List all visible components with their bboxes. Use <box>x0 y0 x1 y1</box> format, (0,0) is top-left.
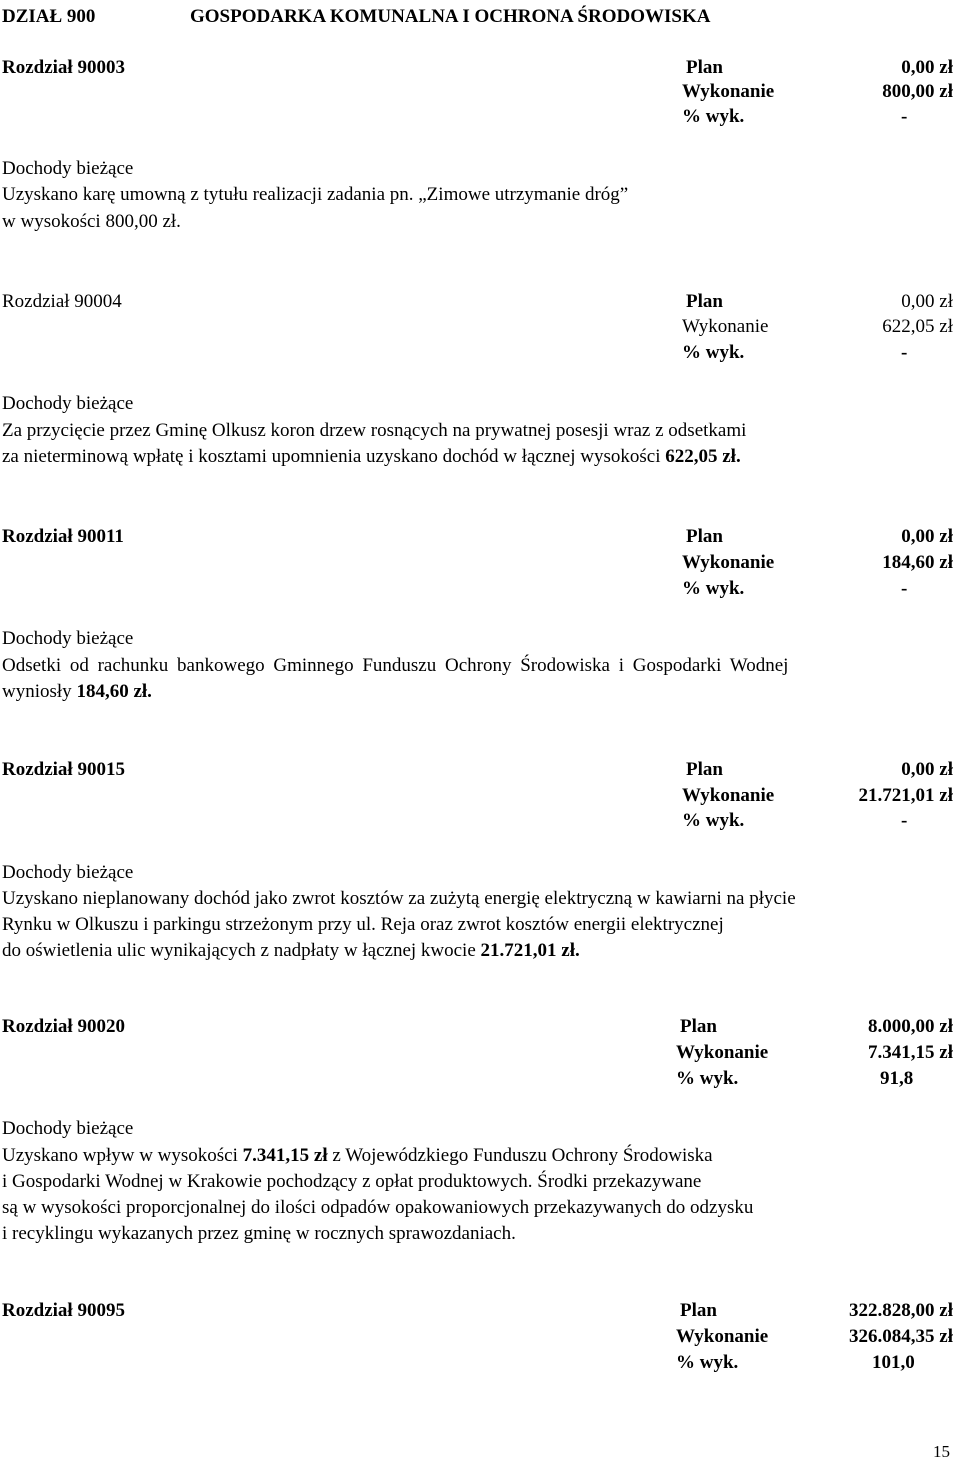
pct-label: % wyk. <box>682 106 745 127</box>
text-segment: za nieterminową wpłatę i kosztami upomnienia uzyskano dochód w łącznej wysokości <box>2 446 666 467</box>
section-text-3 <box>2 940 580 962</box>
pct-label: % wyk. <box>676 1068 739 1089</box>
subheading-dochody: Dochody bieżące <box>2 1118 134 1139</box>
section-text-2: Rynku w Olkuszu i parkingu strzeżonym przy ul. Reja oraz zwrot kosztów energii elektrycznej <box>2 914 724 935</box>
section-text: Odsetki od rachunku bankowego Gminnego Funduszu Ochrony Środowiska i Gospodarki Wodnej <box>2 655 789 676</box>
wykonanie-value: 326.084,35 zł <box>849 1326 953 1347</box>
plan-value: 0,00 zł <box>901 291 953 312</box>
section-heading: Rozdział 90004 <box>2 291 122 312</box>
section-heading: Rozdział 90095 <box>2 1300 125 1321</box>
section-heading: Rozdział 90011 <box>2 526 124 547</box>
pct-value: - <box>901 578 908 599</box>
amount: 184,60 zł. <box>76 681 152 702</box>
amount: 7.341,15 zł <box>242 1145 328 1166</box>
section-text-4: i recyklingu wykazanych przez gminę w rocznych sprawozdaniach. <box>2 1223 516 1244</box>
subheading-dochody: Dochody bieżące <box>2 158 134 179</box>
wykonanie-label: Wykonanie <box>682 552 775 573</box>
wykonanie-value: 21.721,01 zł <box>858 785 953 806</box>
wykonanie-value: 184,60 zł <box>882 552 953 573</box>
section-heading: Rozdział 90015 <box>2 759 125 780</box>
wykonanie-label: Wykonanie <box>676 1326 769 1347</box>
dzial-title: GOSPODARKA KOMUNALNA I OCHRONA ŚRODOWISKA <box>190 6 711 27</box>
pct-label: % wyk. <box>682 578 745 599</box>
section-text-2: i Gospodarki Wodnej w Krakowie pochodzący z opłat produktowych. Środki przekazywane <box>2 1171 702 1192</box>
subheading-dochody: Dochody bieżące <box>2 628 134 649</box>
section-text-2 <box>2 681 152 703</box>
pct-label: % wyk. <box>682 810 745 831</box>
amount: 622,05 zł. <box>665 446 741 467</box>
plan-label: Plan <box>686 291 723 312</box>
wykonanie-label: Wykonanie <box>682 81 775 102</box>
wykonanie-label: Wykonanie <box>682 785 775 806</box>
pct-value: 91,8 <box>880 1068 914 1089</box>
wykonanie-value: 7.341,15 zł <box>868 1042 953 1063</box>
plan-label: Plan <box>686 57 723 78</box>
section-text-3: są w wysokości proporcjonalnej do ilości odpadów opakowaniowych przekazywanych do odzysku <box>2 1197 754 1218</box>
pct-value: - <box>901 106 908 127</box>
section-text <box>2 1145 713 1167</box>
plan-value: 322.828,00 zł <box>849 1300 953 1321</box>
wykonanie-label: Wykonanie <box>682 316 769 337</box>
plan-label: Plan <box>680 1300 717 1321</box>
section-text-2: w wysokości 800,00 zł. <box>2 211 181 232</box>
plan-value: 0,00 zł <box>901 57 953 78</box>
text-segment: wyniosły <box>2 681 77 702</box>
pct-label: % wyk. <box>682 342 745 363</box>
plan-label: Plan <box>680 1016 717 1037</box>
page-number: 15 <box>933 1442 950 1461</box>
section-text: Uzyskano nieplanowany dochód jako zwrot kosztów za zużytą energię elektryczną w kawiarni na płycie <box>2 888 796 909</box>
dzial-label: DZIAŁ 900 <box>2 6 96 27</box>
plan-value: 0,00 zł <box>901 759 953 780</box>
wykonanie-value: 622,05 zł <box>882 316 953 337</box>
wykonanie-value: 800,00 zł <box>882 81 953 102</box>
pct-value: - <box>901 342 908 363</box>
text-segment: z Wojewódzkiego Funduszu Ochrony Środowiska <box>327 1145 713 1166</box>
subheading-dochody: Dochody bieżące <box>2 862 134 883</box>
section-text: Za przycięcie przez Gminę Olkusz koron drzew rosnących na prywatnej posesji wraz z odsetkami <box>2 420 747 441</box>
amount: 21.721,01 zł. <box>480 940 580 961</box>
text-segment: Uzyskano wpływ w wysokości <box>2 1145 243 1166</box>
pct-value: 101,0 <box>872 1352 915 1373</box>
subheading-dochody: Dochody bieżące <box>2 393 134 414</box>
section-text: Uzyskano karę umowną z tytułu realizacji zadania pn. „Zimowe utrzymanie dróg” <box>2 184 629 205</box>
plan-label: Plan <box>686 526 723 547</box>
section-heading: Rozdział 90020 <box>2 1016 125 1037</box>
pct-label: % wyk. <box>676 1352 739 1373</box>
pct-value: - <box>901 810 908 831</box>
plan-value: 0,00 zł <box>901 526 953 547</box>
wykonanie-label: Wykonanie <box>676 1042 769 1063</box>
section-heading: Rozdział 90003 <box>2 57 125 78</box>
plan-value: 8.000,00 zł <box>868 1016 953 1037</box>
text-segment: do oświetlenia ulic wynikających z nadpłaty w łącznej kwocie <box>2 940 481 961</box>
section-text-2 <box>2 446 741 468</box>
plan-label: Plan <box>686 759 723 780</box>
